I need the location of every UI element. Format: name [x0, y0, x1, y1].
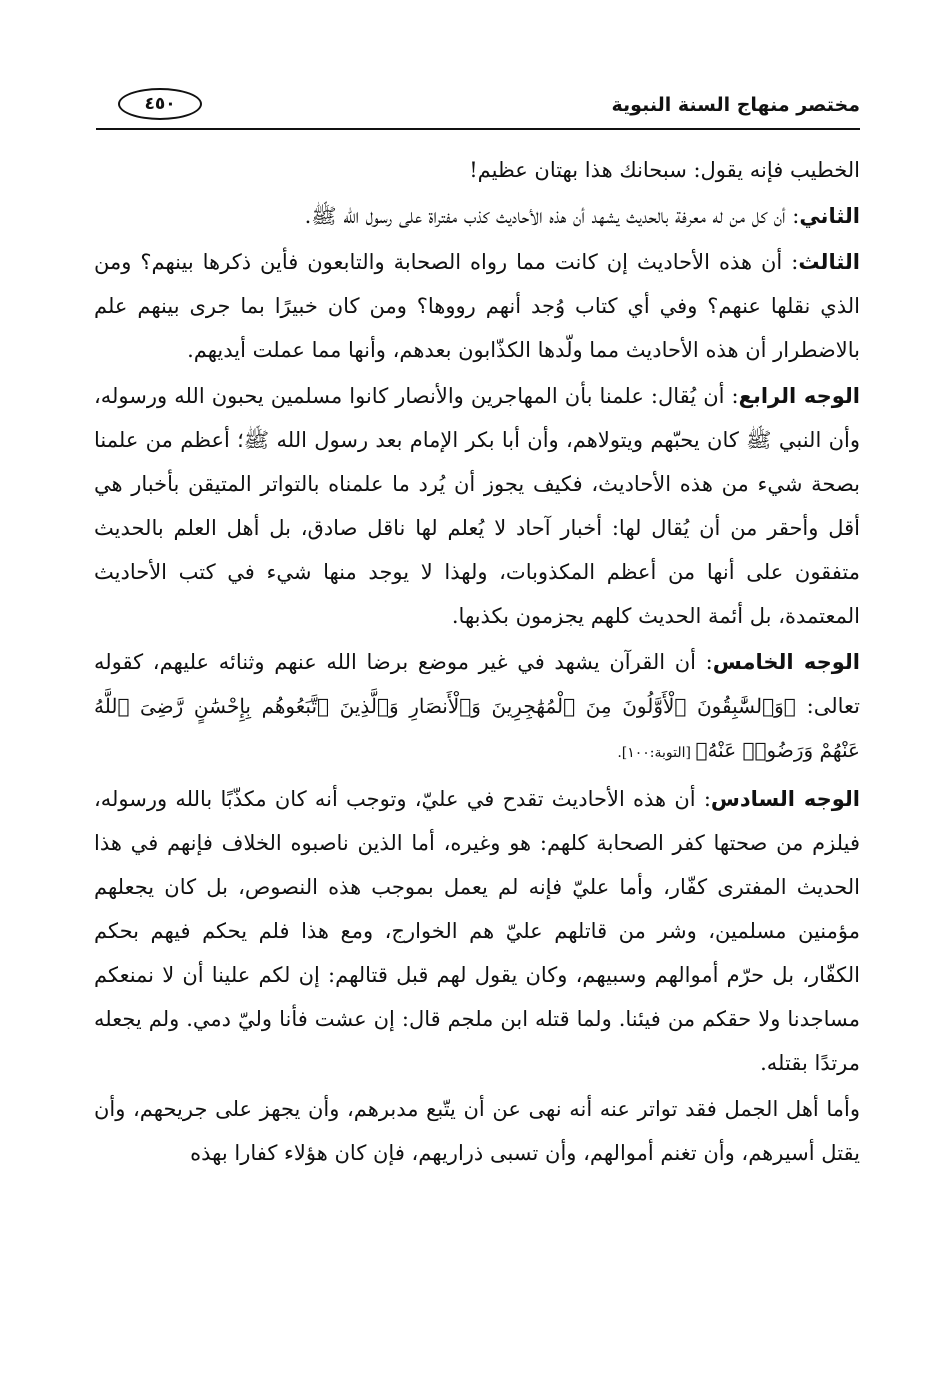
body-text	[94, 148, 860, 1177]
paragraph-5-lead: الوجه الخامس	[712, 650, 860, 674]
paragraph-7	[94, 1087, 860, 1175]
paragraph-2	[94, 194, 860, 238]
paragraph-5	[94, 640, 860, 775]
header-rule	[96, 128, 860, 130]
paragraph-2-text: : أن كل من له معرفة بالحديث يشهد أن هذه الأحاديث كذب مفتراة على رسول الله ﷺ.	[304, 204, 800, 228]
paragraph-3	[94, 240, 860, 372]
paragraph-6-text: : أن هذه الأحاديث تقدح في عليّ، وتوجب أنه كان مكذّبًا بالله ورسوله، فيلزم من صحتها كفر الصحابة كلهم: هو وغيره، أما الذين ناصبوه الخلاف فإنهم في هذا الحديث المفترى كفّار، وأما عليّ فإنه لم يعمل بموجب هذه النصوص، بل كان يجعلهم مؤمنين مسلمين، وشر من قاتلهم عليّ هم الخوارج، ومع هذا فلم يحكم فيهم بحكم الكفّار، بل حرّم أموالهم وسبيهم، وكان يقول لهم قبل قتالهم: إن لكم علينا أن لا نمنعكم مساجدنا ولا حقكم من فيئنا. ولما قتله ابن ملجم قال: إن عشت فأنا وليّ دمي. ولم يجعله مرتدًا بقتله.	[94, 787, 860, 1075]
paragraph-1	[94, 148, 860, 192]
paragraph-5-text: : أن القرآن يشهد في غير موضع برضا الله عنهم وثنائه عليهم، كقوله تعالى:	[94, 650, 860, 718]
verse-reference: [التوبة:١٠٠].	[617, 745, 696, 761]
running-header	[96, 88, 860, 134]
paragraph-3-text: : أن هذه الأحاديث إن كانت مما رواه الصحابة والتابعون فأين ذكرها بينهم؟ ومن الذي نقلها عنهم؟ وفي أي كتاب وُجد أنهم رووها؟ ومن كان خبيرًا بما جرى بينهم علم بالاضطرار أن هذه الأحاديث مما ولّدها الكذّابون بعدهم، وأنها مما عملت أيديهم.	[94, 250, 860, 362]
page-number: ٤٥٠	[144, 94, 176, 114]
paragraph-4	[94, 374, 860, 638]
quran-verse: ﴿وَٱلسَّٰبِقُونَ ٱلْأَوَّلُونَ مِنَ ٱلْمُهَٰجِرِينَ وَٱلْأَنصَارِ وَٱلَّذِينَ ٱتَّبَعُوهُم بِإِحْسَٰنٍ رَّضِىَ ٱللَّهُ عَنْهُمْ وَرَضُوا۟ عَنْهُ﴾	[94, 694, 860, 762]
paragraph-2-lead: الثاني	[799, 204, 860, 228]
paragraph-6	[94, 777, 860, 1085]
paragraph-4-text: : أن يُقال: علمنا بأن المهاجرين والأنصار كانوا مسلمين يحبون الله ورسوله، وأن النبي ﷺ كان يحبّهم ويتولاهم، وأن أبا بكر الإمام بعد رسول الله ﷺ؛ أعظم من علمنا بصحة شيء من هذه الأحاديث، فكيف يجوز أن يُرد ما علمناه بالتواتر المتيقن بأخبار هي أقل وأحقر من أن يُقال لها: أخبار آحاد لا يُعلم لها ناقل صادق، بل أهل العلم بالحديث متفقون على أنها من أعظم المكذوبات، ولهذا لا يوجد منها شيء في كتب الأحاديث المعتمدة، بل أئمة الحديث كلهم يجزمون بكذبها.	[94, 384, 860, 628]
paragraph-3-lead: الثالث	[798, 250, 860, 274]
paragraph-6-lead: الوجه السادس	[710, 787, 860, 811]
paragraph-4-lead: الوجه الرابع	[738, 384, 860, 408]
paragraph-1-text: الخطيب فإنه يقول: سبحانك هذا بهتان عظيم!	[469, 158, 860, 182]
page-number-badge	[118, 88, 202, 120]
book-title: مختصر منهاج السنة النبوية	[611, 94, 860, 116]
paragraph-7-text: وأما أهل الجمل فقد تواتر عنه أنه نهى عن أن يتّبع مدبرهم، وأن يجهز على جريحهم، وأن يقتل أسيرهم، وأن تغنم أموالهم، وأن تسبى ذراريهم، فإن كان هؤلاء كفارا بهذه	[94, 1097, 860, 1165]
